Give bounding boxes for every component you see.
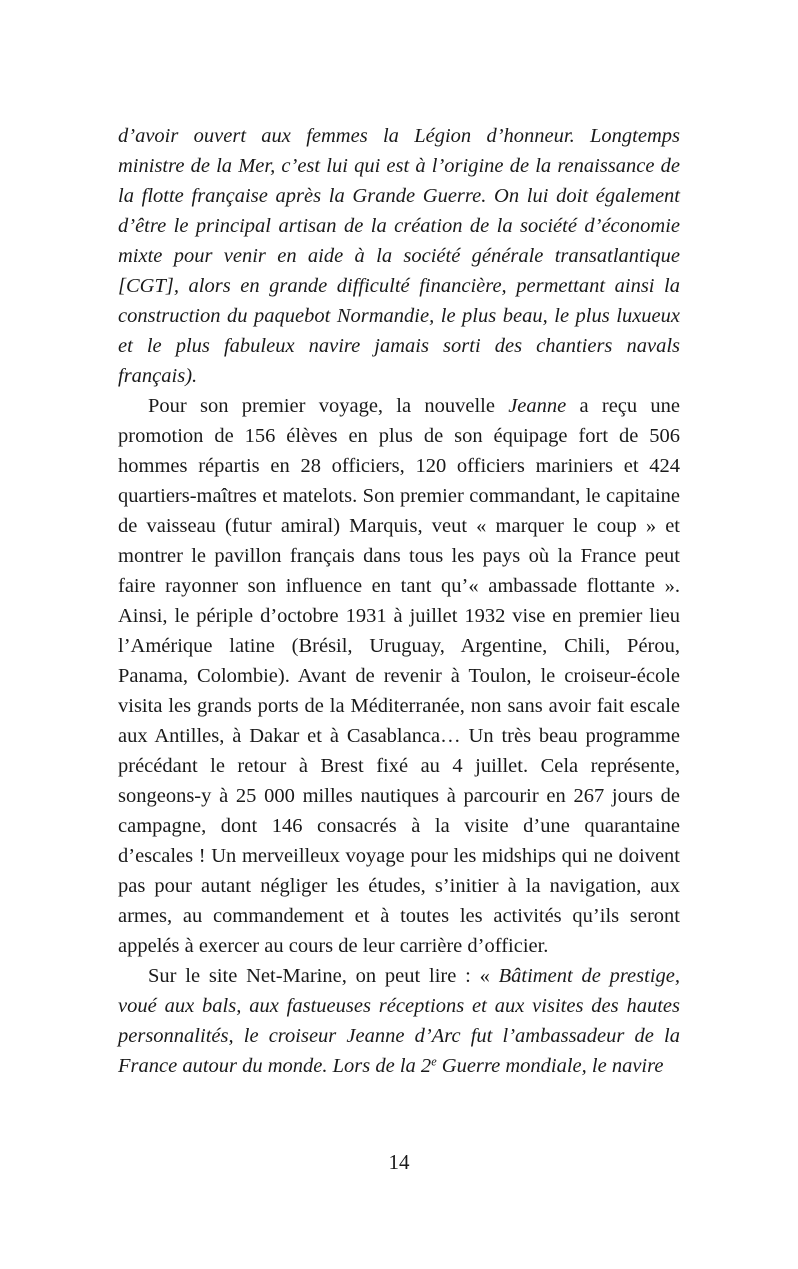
paragraph-first-voyage [118,391,680,961]
paragraph-quote-continuation: d’avoir ouvert aux femmes la Légion d’honneur. Longtemps ministre de la Mer, c’est lui qui est à l’origine de la renaissance de la flotte française après la Grande Guerre. On lui doit également d’être le principal artisan de la création de la société d’économie mixte pour venir en aide à la société générale transatlantique [CGT], alors en grande difficulté financière, permettant ainsi la construction du paquebot Normandie, le plus beau, le plus luxueux et le plus fabuleux navire jamais sorti des chantiers navals français). [118,125,680,387]
paragraph-text: Sur le site Net-Marine, on peut lire : « [148,965,499,987]
paragraph-net-marine [118,961,680,1081]
page-body [118,121,680,1081]
paragraph-text: Pour son premier voyage, la nouvelle [148,395,509,417]
superscript-e: e [431,1054,437,1069]
page-number: 14 [388,1150,410,1174]
quote-italic-end: Guerre mondiale, le navire [436,1055,664,1077]
paragraph-text: a reçu une promotion de 156 élèves en plus de son équipage fort de 506 hommes répartis en 28 officiers, 120 officiers mariniers et 424 quartiers-maîtres et matelots. Son premier commandant, le capitaine de vaisseau (futur amiral) Marquis, veut « marquer le coup » et montrer le pavillon français dans tous les pays où la France peut faire rayonner son influence en tant qu’« ambassade flottante ». Ainsi, le périple d’octobre 1931 à juillet 1932 vise en premier lieu l’Amérique latine (Brésil, Uruguay, Argentine, Chili, Pérou, Panama, Colombie). Avant de revenir à Toulon, le croiseur-école visita les grands ports de la Méditerranée, non sans avoir fait escale aux Antilles, à Dakar et à Casablanca… Un très beau programme précédant le retour à Brest fixé au 4 juillet. Cela représente, songeons-y à 25 000 milles nautiques à parcourir en 267 jours de campagne, dont 146 consacrés à la visite d’une quarantaine d’escales ! Un merveilleux voyage pour les midships qui ne doivent pas pour autant négliger les études, s’initier à la navigation, aux armes, au commandement et à toutes les activités qu’ils seront appelés à exercer au cours de leur carrière d’officier. [118,395,680,957]
quote-italic: Bâtiment de prestige, voué aux bals, aux fastueuses réceptions et aux visites des hautes personnalités, le croiseur Jeanne d’Arc fut l’ambassadeur de la France autour du monde. Lors de la 2 [118,965,680,1077]
ship-name-italic: Jeanne [508,395,567,417]
